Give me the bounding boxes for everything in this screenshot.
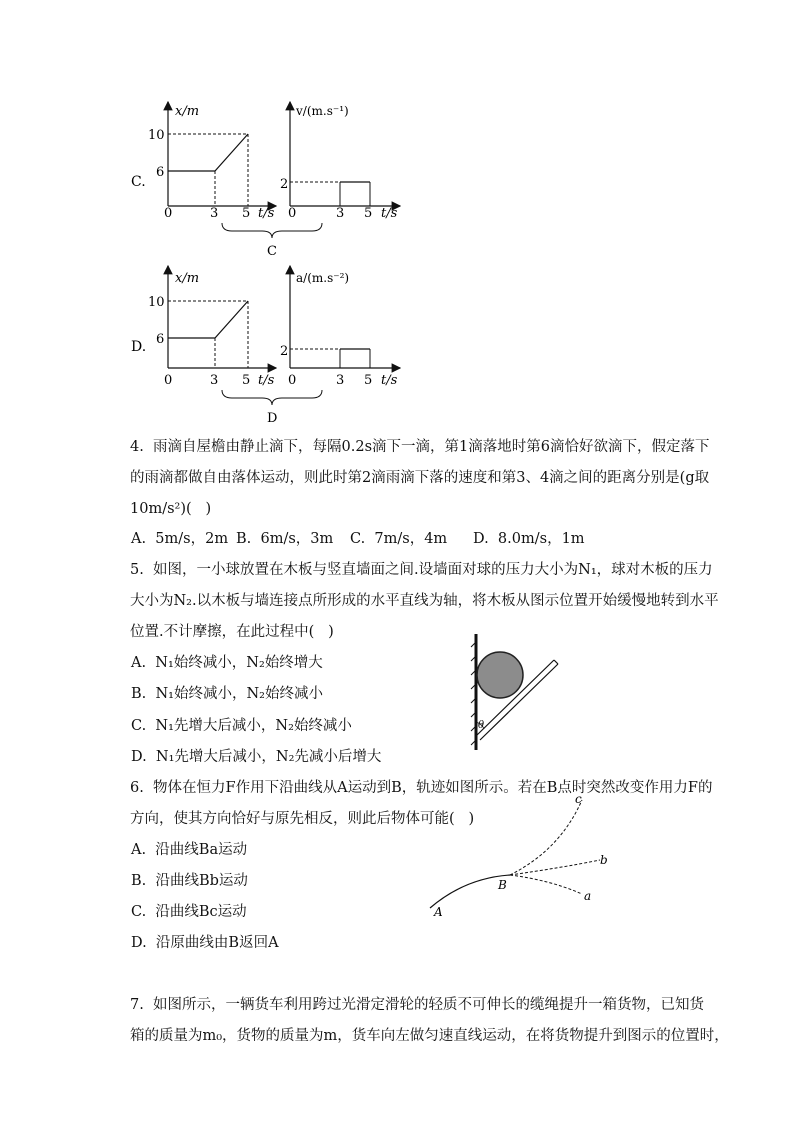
- t-axis-label: t/s: [258, 373, 275, 388]
- q5-option-d[interactable]: D. N₁先增大后减小，N₂先减小后增大: [131, 749, 382, 765]
- q4-option-d[interactable]: D. 8.0m/s，1m: [473, 531, 585, 547]
- tick-0: 0: [164, 206, 173, 221]
- point-b-label: B: [498, 878, 507, 892]
- q6-option-b[interactable]: B. 沿曲线Bb运动: [131, 873, 248, 889]
- brace-label-d: D: [267, 411, 278, 426]
- curve-c-label: c: [575, 792, 582, 806]
- q5-line-1: 5. 如图，一小球放置在木板与竖直墙面之间.设墙面对球的压力大小为N₁，球对木板的压力: [130, 562, 713, 578]
- q6-option-d[interactable]: D. 沿原曲线由B返回A: [131, 935, 279, 951]
- q5-figure: [462, 632, 572, 757]
- tick-5: 5: [242, 206, 251, 221]
- x-axis-label: x/m: [175, 271, 200, 286]
- tick-0: 0: [288, 206, 297, 221]
- q4-option-c[interactable]: C. 7m/s，4m: [350, 531, 448, 547]
- q6-option-a[interactable]: A. 沿曲线Ba运动: [131, 842, 248, 858]
- q5-line-3: 位置.不计摩擦，在此过程中( ): [130, 624, 334, 640]
- point-a-label: A: [434, 905, 443, 919]
- q4-option-a[interactable]: A. 5m/s，2m: [131, 531, 229, 547]
- a-axis-label: a/(m.s⁻²): [296, 271, 350, 285]
- t-axis-label: t/s: [258, 206, 275, 221]
- q6-option-c[interactable]: C. 沿曲线Bc运动: [131, 904, 247, 920]
- tick-2: 2: [280, 344, 289, 359]
- option-c-label: C.: [131, 174, 146, 190]
- q7-line-1: 7. 如图所示，一辆货车利用跨过光滑定滑轮的轻质不可伸长的缆绳提升一箱货物，已知货: [130, 997, 705, 1013]
- q6-figure: [420, 790, 620, 930]
- q6-line-2: 方向，使其方向恰好与原先相反，则此后物体可能( ): [130, 811, 475, 827]
- q4-options: [131, 529, 585, 549]
- curve-ba: [510, 875, 582, 894]
- q4-line-1: 4. 雨滴自屋檐由静止滴下，每隔0.2s滴下一滴，第1滴落地时第6滴恰好欲滴下，假定落下: [130, 439, 710, 455]
- tick-10: 10: [148, 295, 165, 310]
- q7-line-2: 箱的质量为m₀，货物的质量为m，货车向左做匀速直线运动，在将货物提升到图示的位置时，: [130, 1028, 729, 1044]
- brace-label-c: C: [267, 244, 277, 259]
- tick-2: 2: [280, 177, 289, 192]
- brace-d: [222, 390, 322, 405]
- x-t-line: [168, 301, 248, 338]
- x-axis-label: x/m: [175, 104, 200, 119]
- tick-6: 6: [156, 332, 165, 347]
- v-axis-label: v/(m.s⁻¹): [296, 104, 349, 118]
- q5-line-2: 大小为N₂.以木板与墙连接点所形成的水平直线为轴，将木板从图示位置开始缓慢地转到水平: [130, 593, 719, 609]
- tick-6: 6: [156, 165, 165, 180]
- brace-c: [222, 223, 322, 238]
- q6-line-1: 6. 物体在恒力F作用下沿曲线从A运动到B，轨迹如图所示。若在B点时突然改变作用力F的: [130, 780, 713, 796]
- ball: [477, 652, 523, 698]
- tick-3: 3: [336, 206, 345, 221]
- t-axis-label: t/s: [381, 206, 398, 221]
- tick-0: 0: [288, 373, 297, 388]
- t-axis-label: t/s: [381, 373, 398, 388]
- q4-line-3: 10m/s²)( ): [130, 501, 212, 517]
- angle-label: θ: [478, 720, 485, 731]
- tick-5: 5: [364, 206, 373, 221]
- q4-line-2: 的雨滴都做自由落体运动，则此时第2滴雨滴下落的速度和第3、4滴之间的距离分别是(g取: [130, 470, 710, 486]
- q5-option-c[interactable]: C. N₁先增大后减小，N₂始终减小: [131, 718, 352, 734]
- curve-a-label: a: [584, 889, 592, 903]
- tick-0: 0: [164, 373, 173, 388]
- graph-group-d: [0, 262, 794, 432]
- tick-3: 3: [210, 373, 219, 388]
- curve-b-label: b: [600, 853, 608, 867]
- tick-5: 5: [242, 373, 251, 388]
- q5-option-a[interactable]: A. N₁始终减小，N₂始终增大: [131, 655, 323, 671]
- option-d-label: D.: [131, 339, 147, 355]
- q4-option-b[interactable]: B. 6m/s，3m: [236, 531, 334, 547]
- q5-option-b[interactable]: B. N₁始终减小，N₂始终减小: [131, 686, 323, 702]
- tick-3: 3: [336, 373, 345, 388]
- tick-5: 5: [364, 373, 373, 388]
- tick-10: 10: [148, 128, 165, 143]
- tick-3: 3: [210, 206, 219, 221]
- curve-bc: [510, 800, 582, 875]
- x-t-line: [168, 134, 248, 171]
